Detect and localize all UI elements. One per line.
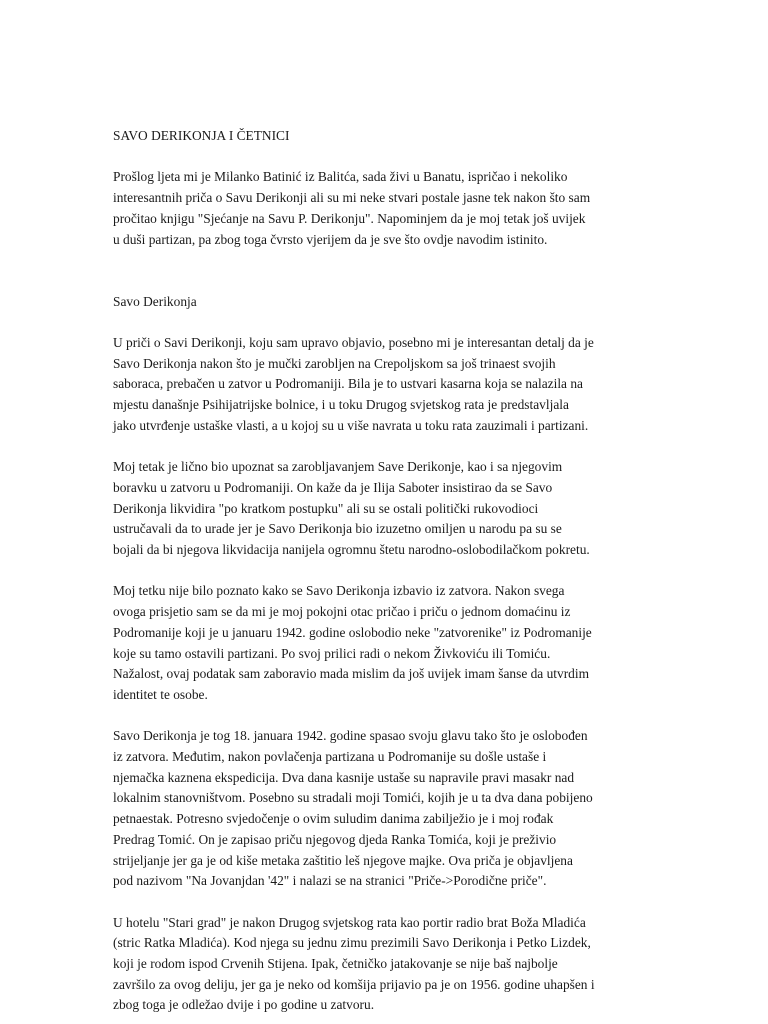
text-line: boravku u zatvoru u Podromaniji. On kaže da je Ilija Saboter insistirao da se Savo bbox=[113, 479, 553, 495]
paragraph-2 bbox=[113, 457, 658, 561]
text-line: iz zatvora. Međutim, nakon povlačenja partizana u Podromanije su došle ustaše i bbox=[113, 749, 547, 764]
text-line: Prošlog ljeta mi je Milanko Batinić iz Balitća, sada živi u Banatu, ispričao i nekoliko bbox=[113, 169, 568, 185]
text-line: Savo Derikonja je tog 18. januara 1942. godine spasao svoju glavu tako što je oslobođen bbox=[113, 728, 588, 744]
spacer bbox=[113, 250, 658, 291]
text-line: Podromanije koji je u januaru 1942. godine oslobodio neke "zatvorenike" iz Podromanije bbox=[113, 624, 592, 640]
text-line: koje su tamo ostavili partizani. Po svoj prilici radi o nekom Živkoviću ili Tomiću. bbox=[113, 645, 551, 661]
text-line: ustručavali da to urade jer je Savo Derikonja bio izuzetno omiljen u narodu pa su se bbox=[113, 521, 562, 537]
text-line: petnaestak. Potresno svjedočenje o ovim suludim danima zabilježio je i moj rođak bbox=[113, 811, 554, 827]
section-heading: Savo Derikonja bbox=[113, 293, 197, 309]
text-line: zbog toga je odležao dvije i po godine u zatvoru. bbox=[113, 997, 375, 1013]
text-line: U priči o Savi Derikonji, koju sam upravo objavio, posebno mi je interesantan detalj da je bbox=[113, 334, 594, 350]
text-line: pročitao knjigu "Sjećanje na Savu P. Derikonju". Napominjem da je moj tetak još uvijek bbox=[113, 210, 586, 226]
paragraph-5 bbox=[113, 913, 658, 1017]
text-line: Nažalost, ovaj podatak sam zaboravio mada mislim da još uvijek imam šanse da utvrdim bbox=[113, 666, 589, 682]
text-line: lokalnim stanovništvom. Posebno su stradali moji Tomići, kojih je u ta dva dana pobijeno bbox=[113, 790, 593, 806]
text-line: Moj tetku nije bilo poznato kako se Savo Derikonja izbavio iz zatvora. Nakon svega bbox=[113, 583, 565, 599]
spacer bbox=[113, 561, 658, 582]
text-line: saboraca, prebačen u zatvor u Podromaniji. Bila je to ustvari kasarna koja se nalazila na bbox=[113, 376, 583, 392]
intro-paragraph bbox=[113, 167, 658, 250]
text-line: Savo Derikonja nakon što je mučki zarobljen na Crepoljskom sa još trinaest svojih bbox=[113, 355, 556, 371]
text-line: jako utvrđenje ustaške vlasti, a u kojoj su u više navrata u toku rata zauzimali i partizani. bbox=[113, 417, 589, 433]
spacer bbox=[113, 437, 658, 458]
spacer bbox=[113, 312, 658, 333]
text-line: pod nazivom "Na Jovanjdan '42" i nalazi se na stranici "Priče->Porodične priče". bbox=[113, 873, 547, 889]
text-line: bojali da bi njegova likvidacija nanijela ogromnu štetu narodno-oslobodilačkom pokretu. bbox=[113, 542, 590, 557]
text-line: (stric Ratka Mladića). Kod njega su jednu zimu prezimili Savo Derikonja i Petko Lizdek, bbox=[113, 935, 591, 951]
document-body bbox=[113, 126, 658, 1016]
text-line: njemačka kaznena ekspedicija. Dva dana kasnije ustaše su napravile pravi masakr nad bbox=[113, 769, 575, 785]
text-line: ovoga prisjetio sam se da mi je moj pokojni otac pričao i priču o jednom domaćinu iz bbox=[113, 604, 571, 620]
text-line: završilo za ovog deliju, jer ga je neko od komšija prijavio pa je on 1956. godine uhapšen i bbox=[113, 976, 595, 992]
text-line: U hotelu "Stari grad" je nakon Drugog svjetskog rata kao portir radio brat Boža Mladića bbox=[113, 914, 586, 930]
text-line: u duši partizan, pa zbog toga čvrsto vjerijem da je sve što ovdje navodim istinito. bbox=[113, 231, 548, 247]
document-title: SAVO DERIKONJA I ČETNICI bbox=[113, 128, 290, 143]
text-line: identitet te osobe. bbox=[113, 686, 208, 702]
paragraph-1 bbox=[113, 333, 658, 437]
spacer bbox=[113, 892, 658, 913]
text-line: mjestu današnje Psihijatrijske bolnice, i u toku Drugog svjetskog rata je predstavljala bbox=[113, 397, 569, 413]
text-line: Derikonja likvidira "po kratkom postupku" ali su se ostali politički rukovodioci bbox=[113, 500, 539, 516]
paragraph-4 bbox=[113, 726, 658, 892]
paragraph-3 bbox=[113, 581, 658, 705]
text-line: Moj tetak je lično bio upoznat sa zarobljavanjem Save Derikonje, kao i sa njegovim bbox=[113, 459, 563, 475]
text-line: Predrag Tomić. On je zapisao priču njegovog djeda Ranka Tomića, koji je preživio bbox=[113, 831, 557, 847]
spacer bbox=[113, 147, 658, 168]
spacer bbox=[113, 706, 658, 727]
text-line: strijeljanje jer ga je od kiše metaka zaštitio leš njegove majke. Ova priča je objavljena bbox=[113, 852, 573, 868]
text-line: interesantnih priča o Savu Derikonji ali su mi neke stvari postale jasne tek nakon što sam bbox=[113, 190, 591, 206]
text-line: koji je rodom ispod Crvenih Stijena. Ipak, četničko jatakovanje se nije baš najbolje bbox=[113, 956, 558, 972]
